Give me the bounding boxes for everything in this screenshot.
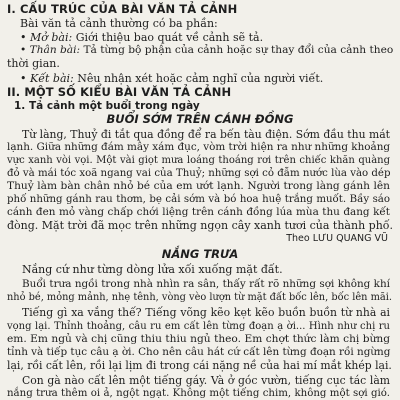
essay1-line: vực xanh vòi vọi. Một vài giọt mưa loáng thoáng rơi trên chiếc khăn quàng (7, 155, 390, 166)
part-text: Nêu nhận xét hoặc cảm nghĩ của người viết. (73, 72, 324, 85)
bullet-glyph: • (20, 44, 30, 56)
essay2-line: lại, rồi cất lên, rồi lại lịm đi trong cái nặng nề của hai mí mắt khép lại. (7, 359, 392, 372)
bullet-glyph: • (20, 72, 30, 85)
essay1-line: đòng. Mặt trời đã mọc trên những ngọn cây xanh tươi của thành phố. (7, 219, 393, 232)
essay2-line: nhỏ bé, mỏng mảnh, nhẹ tênh, vòng vèo lượn từ mặt đất bốc lên, bốc lên mãi. (7, 292, 392, 303)
essay2-line: em. Em ngủ và chị cũng thiu thiu ngủ theo. Em chợt thức làm chị bừng (7, 333, 390, 345)
part-text: Giới thiệu bao quát về cảnh sẽ tả. (72, 31, 264, 44)
subheading-day-scene: 1. Tả cảnh một buổi trong ngày (14, 100, 200, 112)
essay2-line: Tiếng gì xa vắng thế? Tiếng võng kẽo kẹt kẽo buồn buồn từ nhà ai (22, 306, 390, 319)
essay1-line: phố những gánh rau thơm, bẹ cải sớm và bó hoa huệ trắng muốt. Bầy sáo (7, 194, 390, 205)
part-label: Kết bài: (30, 72, 74, 85)
essay-title-noon-sun: NẮNG TRƯA (161, 247, 239, 261)
part-label: Mở bài: (30, 31, 73, 44)
essay1-line: cánh đen mỏ vàng chấp chới liệng trên cánh đồng lúa mùa thu đang kết (7, 206, 390, 218)
essay2-line: vọng lại. Thỉnh thoảng, câu ru em cất lên từng đoạn ạ ời... Hình như chị ru (7, 321, 390, 332)
essay-title-early-morning: BUỔI SỚM TRÊN CÁNH ĐỒNG (106, 112, 294, 126)
essay1-line: đỏ và mái tóc xoã ngang vai của Thuỷ; những sợi cỏ đẫm nước lùa vào dép (7, 168, 391, 179)
essay1-line: Từ làng, Thuỷ đi tắt qua đồng để ra bến tàu điện. Sớm đầu thu mát (22, 128, 390, 141)
part-label: Thân bài: (29, 44, 81, 56)
essay2-line: Con gà nào cất lên một tiếng gáy. Và ở góc vườn, tiếng cục tác làm (22, 374, 390, 387)
heading-types: II. MỘT SỐ KIỂU BÀI VĂN TẢ CẢNH (7, 85, 232, 99)
essay1-line: lạnh. Giữa những đám mây xám đục, vòm trời hiện ra như những khoảng (7, 141, 391, 153)
essay2-line: tỉnh và tiếp tục câu ạ ời. Cho nên câu hát cứ cất lên từng đoạn rồi ngừng (7, 346, 391, 358)
structure-part-body (20, 44, 393, 57)
structure-intro: Bài văn tả cảnh thường có ba phần: (20, 17, 218, 30)
essay2-line: Nắng cứ như từng dòng lửa xối xuống mặt đất. (22, 263, 283, 276)
essay2-line: nắng trưa thêm oi ả, ngột ngạt. Không một tiếng chim, không một sợi gió. (7, 388, 390, 399)
essay1-line: Thuỷ làm bàn chân nhỏ bé của em ướt lạnh. Người trong làng gánh lên (7, 180, 390, 192)
structure-part-intro (20, 31, 263, 44)
bullet-glyph: • (20, 31, 30, 44)
essay2-line: Buổi trưa ngồi trong nhà nhìn ra sân, thấy rất rõ những sợi không khí (22, 278, 390, 290)
heading-structure: I. CẤU TRÚC CỦA BÀI VĂN TẢ CẢNH (7, 2, 238, 16)
structure-part-body-cont: thời gian. (7, 57, 60, 70)
essay1-author: Theo LƯU QUANG VŨ (286, 233, 388, 244)
part-text: Tả từng bộ phận của cảnh hoặc sự thay đổi của cảnh theo (80, 44, 394, 56)
structure-part-conclusion (20, 72, 323, 85)
